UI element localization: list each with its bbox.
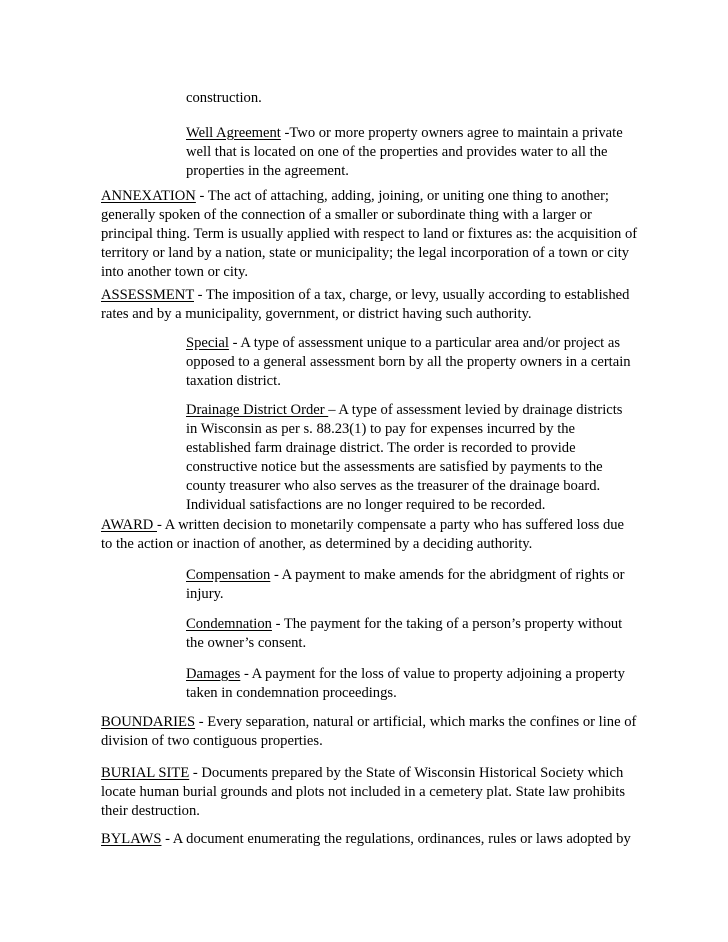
definition-start: - A payment to make amends for the abridgment of rights or	[270, 567, 625, 583]
entry-boundaries	[101, 713, 637, 751]
first-line	[186, 665, 631, 684]
first-line	[101, 187, 631, 206]
definition-start: - The payment for the taking of a person’s property without	[271, 616, 623, 632]
text-line: their destruction.	[101, 803, 200, 819]
first-line	[186, 401, 631, 420]
first-line	[101, 713, 637, 732]
term-damages: Damages	[186, 666, 241, 682]
first-line	[186, 615, 631, 634]
text-line: generally spoken of the connection of a smaller or subordinate thing with a larger or	[101, 207, 592, 223]
entry-special	[186, 334, 631, 391]
term-compensation: Compensation	[186, 567, 271, 583]
definition-start: - A written decision to monetarily compensate a party who has suffered loss due	[157, 517, 625, 533]
text-line: well that is located on one of the properties and provides water to all the	[186, 144, 608, 160]
text-line: taxation district.	[186, 373, 281, 389]
text-line: the owner’s consent.	[186, 635, 307, 651]
entry-well-agreement	[186, 124, 631, 181]
term-boundaries: BOUNDARIES	[101, 714, 196, 730]
first-line	[101, 286, 631, 305]
entry-annexation	[101, 187, 638, 282]
entry-bylaws	[101, 830, 631, 849]
text-line: rates and by a municipality, government, or district having such authority.	[101, 306, 532, 322]
text-line: established farm drainage district. The order is recorded to provide	[186, 440, 576, 456]
term-annexation: ANNEXATION	[101, 188, 196, 204]
term-assessment: ASSESSMENT	[101, 287, 194, 303]
first-line	[101, 830, 631, 849]
text-line: opposed to a general assessment born by all the property owners in a certain	[186, 354, 631, 370]
text-line: county treasurer who also serves as the treasurer of the drainage board.	[186, 478, 601, 494]
first-line	[101, 516, 631, 535]
definition-start: - A type of assessment unique to a particular area and/or project as	[228, 335, 621, 351]
term-well-agreement: Well Agreement	[186, 125, 281, 141]
text-line: Individual satisfactions are no longer required to be recorded.	[186, 497, 546, 513]
text-line: constructive notice but the assessments are satisfied by payments to the	[186, 459, 603, 475]
definition-start: - A payment for the loss of value to property adjoining a property	[240, 666, 625, 682]
definition-start: -Two or more property owners agree to maintain a private	[280, 125, 623, 141]
first-line	[186, 124, 631, 143]
definition-start: - The imposition of a tax, charge, or levy, usually according to established	[194, 287, 630, 303]
entry-drainage-district-order	[186, 401, 631, 515]
definition-start: - Documents prepared by the State of Wisconsin Historical Society which	[189, 765, 624, 781]
text-line: to the action or inaction of another, as determined by a deciding authority.	[101, 536, 533, 552]
text-line: properties in the agreement.	[186, 163, 349, 179]
first-line	[186, 566, 631, 585]
term-condemnation: Condemnation	[186, 616, 272, 632]
definition-start: - The act of attaching, adding, joining, or uniting one thing to another;	[195, 188, 609, 204]
first-line	[186, 334, 631, 353]
term-burial-site: BURIAL SITE	[101, 765, 190, 781]
entry-construction-tail	[186, 89, 631, 108]
text-line: locate human burial grounds and plots not included in a cemetery plat. State law prohibits	[101, 784, 626, 800]
entry-burial-site	[101, 764, 631, 821]
term-drainage-district-order: Drainage District Order	[186, 402, 329, 418]
text-line: division of two contiguous properties.	[101, 733, 323, 749]
entry-damages	[186, 665, 631, 703]
term-bylaws: BYLAWS	[101, 831, 162, 847]
definition-start: - Every separation, natural or artificial, which marks the confines or line of	[195, 714, 637, 730]
term-award: AWARD	[101, 517, 157, 533]
entry-compensation	[186, 566, 631, 604]
entry-condemnation	[186, 615, 631, 653]
text-line: taken in condemnation proceedings.	[186, 685, 397, 701]
text-line: into another town or city.	[101, 264, 248, 280]
definition-start: - A document enumerating the regulations, ordinances, rules or laws adopted by	[161, 831, 631, 847]
text-line: in Wisconsin as per s. 88.23(1) to pay for expenses incurred by the	[186, 421, 576, 437]
text-line: territory or land by a nation, state or municipality; the legal incorporation of a town or city	[101, 245, 630, 261]
first-line	[101, 764, 631, 783]
definition-start: – A type of assessment levied by drainage districts	[328, 402, 623, 418]
text-line: injury.	[186, 586, 224, 602]
entry-assessment	[101, 286, 631, 324]
text-line: principal thing. Term is usually applied with respect to land or fixtures as: the acquisition of	[101, 226, 638, 242]
entry-award	[101, 516, 631, 554]
term-special: Special	[186, 335, 229, 351]
text-line: construction.	[186, 90, 262, 106]
